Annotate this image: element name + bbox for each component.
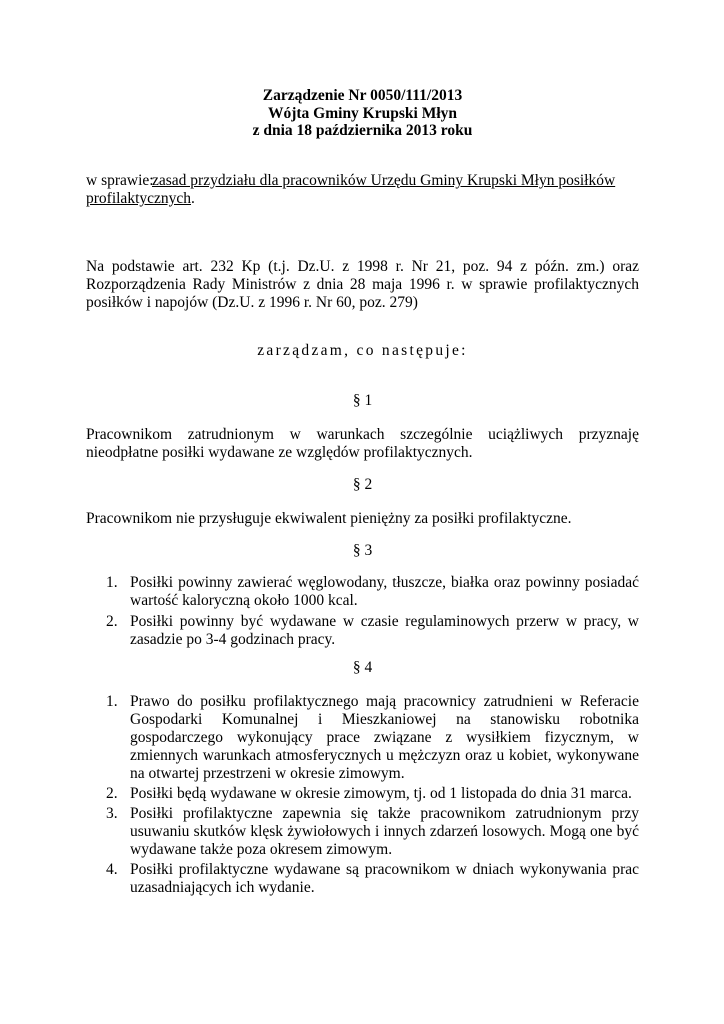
list-item-text: Prawo do posiłku profilaktycznego mają pracownicy zatrudnieni w Referacie Gospodarki Komunalnej i Mieszkaniowej na stanowisku robotnika gospodarczego wykonujący prace związane z wysiłkiem fizycznym, w zmiennych warunkach atmosferycznych u mężczyzn oraz u kobiet, wykonywane na otwartej przestrzeni w okresie zimowym.	[130, 693, 639, 782]
list-item-number: 1.	[106, 693, 118, 710]
list-item-text: Posiłki powinny zawierać węglowodany, tłuszcze, białka oraz powinny posiadać wartość kaloryczną około 1000 kcal.	[130, 574, 639, 609]
section-4-list	[86, 693, 639, 897]
list-item-text: Posiłki profilaktyczne wydawane są pracownikom w dniach wykonywania prac uzasadniających ich wydanie.	[130, 861, 639, 896]
legal-basis: Na podstawie art. 232 Kp (t.j. Dz.U. z 1998 r. Nr 21, poz. 94 z późn. zm.) oraz Rozporządzenia Rady Ministrów z dnia 28 maja 1996 r. w sprawie profilaktycznych posiłków i napojów (Dz.U. z 1996 r. Nr 60, poz. 279)	[86, 258, 639, 311]
subject-text: zasad przydziału dla pracowników Urzędu Gminy Krupski Młyn posiłków profilaktycznych	[86, 172, 616, 207]
list-item	[86, 613, 639, 649]
list-item-number: 2.	[106, 785, 118, 802]
list-item-number: 2.	[106, 613, 118, 630]
list-item	[86, 693, 639, 783]
list-item-text: Posiłki będą wydawane w okresie zimowym, tj. od 1 listopada do dnia 31 marca.	[130, 785, 632, 802]
section-3-list	[86, 574, 639, 649]
list-item-number: 1.	[106, 574, 118, 591]
subject-label: w sprawie:	[86, 172, 154, 189]
list-item	[86, 574, 639, 610]
list-item-number: 3.	[106, 805, 118, 822]
subject-suffix: .	[191, 190, 195, 207]
issue-date: z dnia 18 października 2013 roku	[252, 122, 473, 139]
decree-phrase: zarządzam, co następuje:	[257, 342, 468, 359]
list-item-number: 4.	[106, 861, 118, 878]
list-item	[86, 805, 639, 859]
section-2-heading: § 2	[352, 476, 373, 493]
section-1-heading: § 1	[352, 392, 373, 409]
document-header	[86, 87, 639, 140]
list-item	[86, 861, 639, 897]
issuer: Wójta Gminy Krupski Młyn	[267, 104, 458, 122]
list-item-text: Posiłki profilaktyczne zapewnia się także pracownikom zatrudnionym przy usuwaniu skutków klęsk żywiołowych i innych zdarzeń losowych. Mogą one być wydawane także poza okresem zimowym.	[130, 805, 639, 858]
subject-block	[86, 172, 646, 208]
ordinance-number: Zarządzenie Nr 0050/111/2013	[262, 87, 463, 104]
section-1-text: Pracownikom zatrudnionym w warunkach szczególnie uciążliwych przyznaję nieodpłatne posiłki wydawane ze względów profilaktycznych.	[86, 426, 639, 461]
list-item-text: Posiłki powinny być wydawane w czasie regulaminowych przerw w pracy, w zasadzie po 3-4 godzinach pracy.	[130, 613, 639, 648]
section-3-heading: § 3	[352, 542, 373, 559]
list-item	[86, 785, 639, 803]
section-4-heading: § 4	[352, 659, 373, 676]
section-2-text: Pracownikom nie przysługuje ekwiwalent pieniężny za posiłki profilaktyczne.	[86, 510, 572, 527]
